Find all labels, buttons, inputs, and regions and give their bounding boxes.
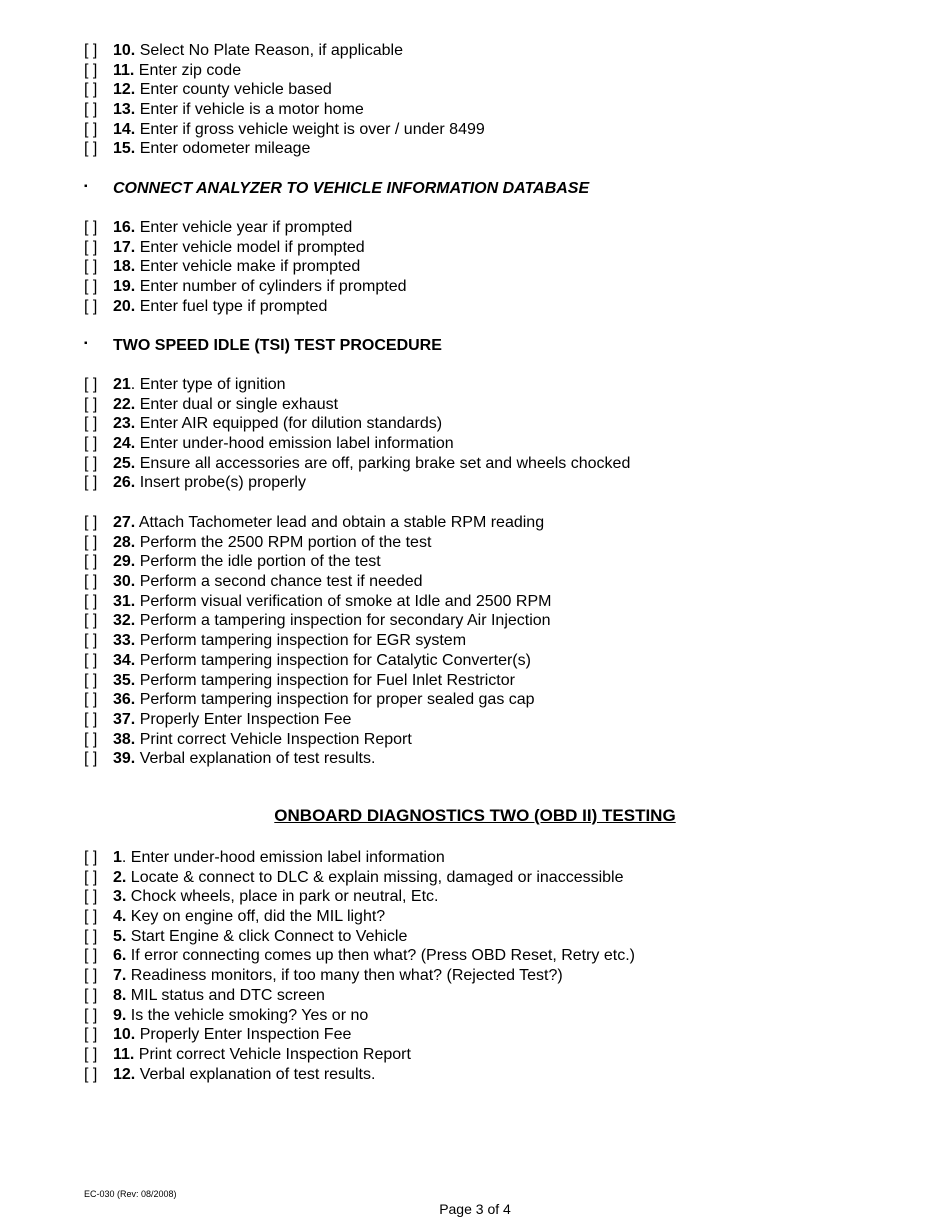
item-number: 13. [113,101,136,119]
checklist-item [84,1065,635,1085]
item-text: Print correct Vehicle Inspection Report [134,1045,411,1063]
checklist-item [84,710,551,730]
checkbox-bracket[interactable]: [ ] [84,219,98,236]
item-number: 4. [113,908,127,926]
checklist-item [84,434,630,454]
checkbox-bracket[interactable]: [ ] [84,435,98,453]
checkbox-bracket[interactable]: [ ] [84,42,98,59]
item-text: Perform the idle portion of the test [135,553,381,571]
checklist-item [84,1045,635,1065]
checklist-item [84,631,551,651]
item-number: 19. [113,278,136,296]
item-text: Enter under-hood emission label information [135,435,454,453]
checkbox-bracket[interactable]: [ ] [84,632,98,650]
checklist-item [84,473,630,493]
checklist-item [84,139,485,159]
checklist-group-obd [84,848,635,1084]
item-text: Enter vehicle make if prompted [135,258,361,276]
item-text: Locate & connect to DLC & explain missing, damaged or inaccessible [126,868,624,886]
item-number: 10. [113,42,136,59]
item-text: Insert probe(s) properly [135,474,306,492]
checkbox-bracket[interactable]: [ ] [84,101,98,119]
item-text: Enter dual or single exhaust [135,395,339,413]
checkbox-bracket[interactable]: [ ] [84,967,98,985]
item-number: 9. [113,1006,127,1024]
checkbox-bracket[interactable]: [ ] [84,750,98,768]
item-text: Perform a tampering inspection for secondary Air Injection [135,612,551,630]
item-number: 16. [113,219,136,236]
checklist-item [84,651,551,671]
item-number: 23. [113,415,136,433]
checkbox-bracket[interactable]: [ ] [84,297,98,315]
checklist-item [84,277,406,297]
checkbox-bracket[interactable]: [ ] [84,888,98,906]
item-text: Enter if gross vehicle weight is over / under 8499 [135,120,485,138]
item-text: Perform tampering inspection for proper sealed gas cap [135,691,535,709]
checkbox-bracket[interactable]: [ ] [84,927,98,945]
item-text: Enter odometer mileage [135,140,311,158]
item-number: 12. [113,81,136,99]
item-text: Chock wheels, place in park or neutral, Etc. [126,888,439,906]
checklist-item [84,375,630,395]
checkbox-bracket[interactable]: [ ] [84,278,98,296]
checklist-item [84,690,551,710]
item-number: 26. [113,474,136,492]
item-number: 20. [113,297,136,315]
checkbox-bracket[interactable]: [ ] [84,730,98,748]
item-text: Perform a second chance test if needed [135,573,423,591]
checkbox-bracket[interactable]: [ ] [84,1006,98,1024]
item-number: 28. [113,533,136,551]
item-number: 32. [113,612,136,630]
checklist-item [84,749,551,769]
item-number: 39. [113,750,136,768]
item-text: Verbal explanation of test results. [135,1065,376,1083]
checklist-group-registration [84,41,485,159]
item-text: Enter zip code [134,61,242,79]
checklist-group-vehicle-info [84,218,406,316]
item-number: 24. [113,435,136,453]
item-text: Perform tampering inspection for Catalytic Converter(s) [135,651,531,669]
checklist-item [84,513,551,533]
checklist-item [84,61,485,81]
item-text: Attach Tachometer lead and obtain a stable RPM reading [135,514,545,531]
item-number: 33. [113,632,136,650]
item-text: Properly Enter Inspection Fee [135,710,352,728]
item-text: Enter vehicle year if prompted [135,219,353,236]
checkbox-bracket[interactable]: [ ] [84,533,98,551]
item-number: 5. [113,927,127,945]
checkbox-bracket[interactable]: [ ] [84,849,98,866]
item-text: Start Engine & click Connect to Vehicle [126,927,408,945]
item-number: 15. [113,140,136,158]
checklist-item [84,986,635,1006]
heading-text: CONNECT ANALYZER TO VEHICLE INFORMATION DATABASE [113,180,590,198]
item-text: Enter if vehicle is a motor home [135,101,364,119]
item-number: 18. [113,258,136,276]
checklist-item [84,80,485,100]
checklist-item [84,730,551,750]
item-number: 37. [113,710,136,728]
item-text: Ensure all accessories are off, parking brake set and wheels chocked [135,454,631,472]
checklist-item [84,257,406,277]
checkbox-bracket[interactable]: [ ] [84,908,98,926]
item-text: Properly Enter Inspection Fee [135,1026,352,1044]
item-number: 22. [113,395,136,413]
item-number: 30. [113,573,136,591]
item-text: Verbal explanation of test results. [135,750,376,768]
item-text: . Enter type of ignition [130,376,286,393]
checklist-item [84,238,406,258]
checklist-item [84,1006,635,1026]
page-number: Page 3 of 4 [439,1201,511,1217]
checklist-item [84,41,485,61]
checkbox-bracket[interactable]: [ ] [84,573,98,591]
checklist-item [84,868,635,888]
item-number: 35. [113,671,136,689]
checklist-item [84,533,551,553]
item-text: Enter number of cylinders if prompted [135,278,407,296]
heading-tsi-procedure [84,336,442,356]
heading-text: TWO SPEED IDLE (TSI) TEST PROCEDURE [113,337,442,355]
checklist-item [84,946,635,966]
item-number: 25. [113,454,136,472]
checkbox-bracket[interactable]: [ ] [84,61,98,79]
item-number: 12. [113,1065,136,1083]
checkbox-bracket[interactable]: [ ] [84,120,98,138]
item-text: Perform tampering inspection for EGR system [135,632,467,650]
item-text: Print correct Vehicle Inspection Report [135,730,412,748]
item-text: Perform tampering inspection for Fuel Inlet Restrictor [135,671,515,689]
item-text: Enter county vehicle based [135,81,332,99]
item-text: Select No Plate Reason, if applicable [135,42,403,59]
section-title-obd: ONBOARD DIAGNOSTICS TWO (OBD II) TESTING [274,806,676,825]
checkbox-bracket[interactable]: [ ] [84,1026,98,1044]
item-text: Perform the 2500 RPM portion of the test [135,533,432,551]
item-number: 36. [113,691,136,709]
item-number: 27. [113,514,136,531]
checklist-group-tsi-setup [84,375,630,493]
checklist-item [84,1025,635,1045]
checkbox-bracket[interactable]: [ ] [84,986,98,1004]
checkbox-bracket[interactable]: [ ] [84,258,98,276]
checkbox-bracket[interactable]: [ ] [84,1045,98,1063]
checkbox-bracket[interactable]: [ ] [84,553,98,571]
bullet-icon: ▪ [84,181,88,192]
item-text: Is the vehicle smoking? Yes or no [126,1006,369,1024]
item-number: 29. [113,553,136,571]
checkbox-bracket[interactable]: [ ] [84,81,98,99]
item-text: Readiness monitors, if too many then what? (Rejected Test?) [126,967,563,985]
checklist-item [84,395,630,415]
checkbox-bracket[interactable]: [ ] [84,140,98,158]
checklist-item [84,671,551,691]
checklist-item [84,611,551,631]
checkbox-bracket[interactable]: [ ] [84,1065,98,1083]
checkbox-bracket[interactable]: [ ] [84,691,98,709]
checkbox-bracket[interactable]: [ ] [84,592,98,610]
checkbox-bracket[interactable]: [ ] [84,868,98,886]
checkbox-bracket[interactable]: [ ] [84,710,98,728]
checkbox-bracket[interactable]: [ ] [84,947,98,965]
checklist-group-tsi-test [84,513,551,769]
checklist-item [84,966,635,986]
item-number: 7. [113,967,127,985]
checklist-item [84,907,635,927]
checklist-item [84,120,485,140]
checklist-item [84,887,635,907]
checklist-item [84,572,551,592]
item-number: 38. [113,730,136,748]
checkbox-bracket[interactable]: [ ] [84,474,98,492]
checklist-item [84,927,635,947]
item-number: 31. [113,592,136,610]
checkbox-bracket[interactable]: [ ] [84,238,98,256]
item-number: 11. [113,1045,135,1063]
item-number: 8. [113,986,127,1004]
item-number: 17. [113,238,136,256]
bullet-icon: ▪ [84,338,88,349]
checklist-item [84,454,630,474]
item-number: 34. [113,651,136,669]
item-number: 14. [113,120,136,138]
checkbox-bracket[interactable]: [ ] [84,454,98,472]
item-text: Enter fuel type if prompted [135,297,328,315]
checkbox-bracket[interactable]: [ ] [84,514,98,531]
item-number: 2. [113,868,127,886]
form-code: EC-030 (Rev: 08/2008) [84,1189,177,1199]
checklist-item [84,592,551,612]
item-text: Perform visual verification of smoke at Idle and 2500 RPM [135,592,552,610]
checklist-item [84,297,406,317]
item-number: 1 [113,849,122,866]
item-number: 6. [113,947,127,965]
checklist-item [84,414,630,434]
item-number: 11. [113,61,135,79]
checkbox-bracket[interactable]: [ ] [84,651,98,669]
item-number: 3. [113,888,127,906]
item-text: . Enter under-hood emission label information [121,849,445,866]
checkbox-bracket[interactable]: [ ] [84,612,98,630]
checklist-item [84,552,551,572]
item-text: MIL status and DTC screen [126,986,325,1004]
item-number: 10. [113,1026,136,1044]
item-text: Enter AIR equipped (for dilution standards) [135,415,443,433]
item-number: 21 [113,376,131,393]
checkbox-bracket[interactable]: [ ] [84,671,98,689]
item-text: If error connecting comes up then what? (Press OBD Reset, Retry etc.) [126,947,635,965]
heading-connect-analyzer [84,179,589,199]
checkbox-bracket[interactable]: [ ] [84,376,98,393]
checklist-item [84,848,635,868]
checkbox-bracket[interactable]: [ ] [84,395,98,413]
checklist-item [84,100,485,120]
item-text: Enter vehicle model if prompted [135,238,365,256]
checklist-item [84,218,406,238]
checkbox-bracket[interactable]: [ ] [84,415,98,433]
item-text: Key on engine off, did the MIL light? [126,908,386,926]
